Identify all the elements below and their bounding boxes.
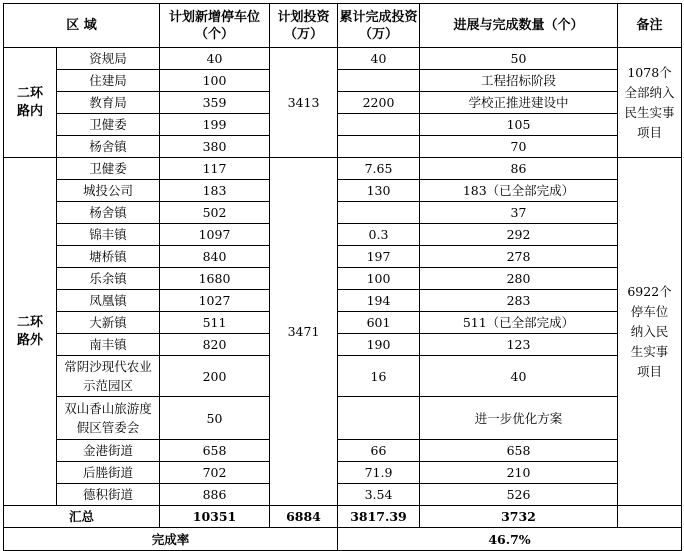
unit-name: 城投公司 xyxy=(57,180,160,202)
unit-name: 教育局 xyxy=(57,92,160,114)
planned-spaces: 183 xyxy=(160,180,270,202)
planned-spaces: 502 xyxy=(160,202,270,224)
cumulative-invest xyxy=(338,397,420,440)
header-planned-invest: 计划投资（万） xyxy=(270,4,338,48)
table-row xyxy=(4,334,682,356)
table-row xyxy=(4,180,682,202)
completion-label: 完成率 xyxy=(4,528,338,551)
group-label-outer: 二环路外 xyxy=(4,158,57,506)
table-row xyxy=(4,312,682,334)
table-row xyxy=(4,136,682,158)
unit-name: 塘桥镇 xyxy=(57,246,160,268)
header-row xyxy=(4,4,682,48)
table-row xyxy=(4,356,682,397)
planned-spaces: 359 xyxy=(160,92,270,114)
cumulative-invest xyxy=(338,114,420,136)
table-row xyxy=(4,484,682,506)
header-region: 区 域 xyxy=(4,4,160,48)
unit-name: 凤凰镇 xyxy=(57,290,160,312)
progress: 210 xyxy=(420,462,618,484)
cumulative-invest: 197 xyxy=(338,246,420,268)
unit-name: 常阴沙现代农业示范园区 xyxy=(57,356,160,397)
remark-outer: 6922个停车位纳入民生实事项目 xyxy=(618,158,682,506)
total-row xyxy=(4,506,682,528)
completion-row xyxy=(4,528,682,551)
table-row xyxy=(4,224,682,246)
progress: 280 xyxy=(420,268,618,290)
planned-spaces: 117 xyxy=(160,158,270,180)
progress: 50 xyxy=(420,48,618,70)
progress: 105 xyxy=(420,114,618,136)
unit-name: 住建局 xyxy=(57,70,160,92)
cumulative-invest: 100 xyxy=(338,268,420,290)
cumulative-invest: 16 xyxy=(338,356,420,397)
unit-name: 杨舍镇 xyxy=(57,202,160,224)
progress: 278 xyxy=(420,246,618,268)
progress: 123 xyxy=(420,334,618,356)
progress: 86 xyxy=(420,158,618,180)
planned-spaces: 702 xyxy=(160,462,270,484)
table-row xyxy=(4,202,682,224)
planned-spaces: 200 xyxy=(160,356,270,397)
progress: 183（已全部完成） xyxy=(420,180,618,202)
progress: 进一步优化方案 xyxy=(420,397,618,440)
table-row xyxy=(4,158,682,180)
cumulative-invest: 190 xyxy=(338,334,420,356)
table-row xyxy=(4,48,682,70)
table-body xyxy=(4,4,682,551)
group-label-inner: 二环路内 xyxy=(4,48,57,158)
unit-name: 锦丰镇 xyxy=(57,224,160,246)
progress: 283 xyxy=(420,290,618,312)
planned-invest-outer: 3471 xyxy=(270,158,338,506)
planned-spaces: 820 xyxy=(160,334,270,356)
progress: 40 xyxy=(420,356,618,397)
unit-name: 后塍街道 xyxy=(57,462,160,484)
total-planned: 10351 xyxy=(160,506,270,528)
unit-name: 杨舍镇 xyxy=(57,136,160,158)
planned-spaces: 511 xyxy=(160,312,270,334)
planned-spaces: 1097 xyxy=(160,224,270,246)
progress: 学校正推进建设中 xyxy=(420,92,618,114)
table-row xyxy=(4,397,682,440)
planned-spaces: 1680 xyxy=(160,268,270,290)
table-row xyxy=(4,246,682,268)
cumulative-invest xyxy=(338,202,420,224)
progress: 511（已全部完成） xyxy=(420,312,618,334)
cumulative-invest: 66 xyxy=(338,440,420,462)
table-row xyxy=(4,290,682,312)
cumulative-invest xyxy=(338,136,420,158)
parking-data-table xyxy=(3,3,682,551)
planned-spaces: 100 xyxy=(160,70,270,92)
header-cumulative-invest: 累计完成投资（万） xyxy=(338,4,420,48)
progress: 658 xyxy=(420,440,618,462)
progress: 70 xyxy=(420,136,618,158)
total-remark xyxy=(618,506,682,528)
total-progress: 3732 xyxy=(420,506,618,528)
total-label: 汇总 xyxy=(4,506,160,528)
header-remark: 备注 xyxy=(618,4,682,48)
total-invest: 6884 xyxy=(270,506,338,528)
total-cumulative: 3817.39 xyxy=(338,506,420,528)
unit-name: 双山香山旅游度假区管委会 xyxy=(57,397,160,440)
remark-inner: 1078个全部纳入民生实事项目 xyxy=(618,48,682,158)
cumulative-invest: 194 xyxy=(338,290,420,312)
table-row xyxy=(4,462,682,484)
planned-spaces: 380 xyxy=(160,136,270,158)
unit-name: 卫健委 xyxy=(57,114,160,136)
unit-name: 卫健委 xyxy=(57,158,160,180)
cumulative-invest: 7.65 xyxy=(338,158,420,180)
unit-name: 乐余镇 xyxy=(57,268,160,290)
progress: 526 xyxy=(420,484,618,506)
completion-value: 46.7% xyxy=(338,528,682,551)
cumulative-invest: 601 xyxy=(338,312,420,334)
cumulative-invest: 0.3 xyxy=(338,224,420,246)
planned-spaces: 50 xyxy=(160,397,270,440)
planned-spaces: 886 xyxy=(160,484,270,506)
table-row xyxy=(4,440,682,462)
unit-name: 德积街道 xyxy=(57,484,160,506)
table-row xyxy=(4,70,682,92)
planned-spaces: 1027 xyxy=(160,290,270,312)
progress: 292 xyxy=(420,224,618,246)
planned-spaces: 40 xyxy=(160,48,270,70)
planned-invest-inner: 3413 xyxy=(270,48,338,158)
planned-spaces: 840 xyxy=(160,246,270,268)
cumulative-invest: 40 xyxy=(338,48,420,70)
header-progress: 进展与完成数量（个） xyxy=(420,4,618,48)
table-row xyxy=(4,268,682,290)
table-row xyxy=(4,92,682,114)
cumulative-invest: 130 xyxy=(338,180,420,202)
unit-name: 南丰镇 xyxy=(57,334,160,356)
unit-name: 资规局 xyxy=(57,48,160,70)
cumulative-invest: 2200 xyxy=(338,92,420,114)
cumulative-invest xyxy=(338,70,420,92)
progress: 37 xyxy=(420,202,618,224)
unit-name: 金港街道 xyxy=(57,440,160,462)
unit-name: 大新镇 xyxy=(57,312,160,334)
planned-spaces: 658 xyxy=(160,440,270,462)
cumulative-invest: 3.54 xyxy=(338,484,420,506)
header-planned-spaces: 计划新增停车位（个） xyxy=(160,4,270,48)
planned-spaces: 199 xyxy=(160,114,270,136)
progress: 工程招标阶段 xyxy=(420,70,618,92)
cumulative-invest: 71.9 xyxy=(338,462,420,484)
table-row xyxy=(4,114,682,136)
